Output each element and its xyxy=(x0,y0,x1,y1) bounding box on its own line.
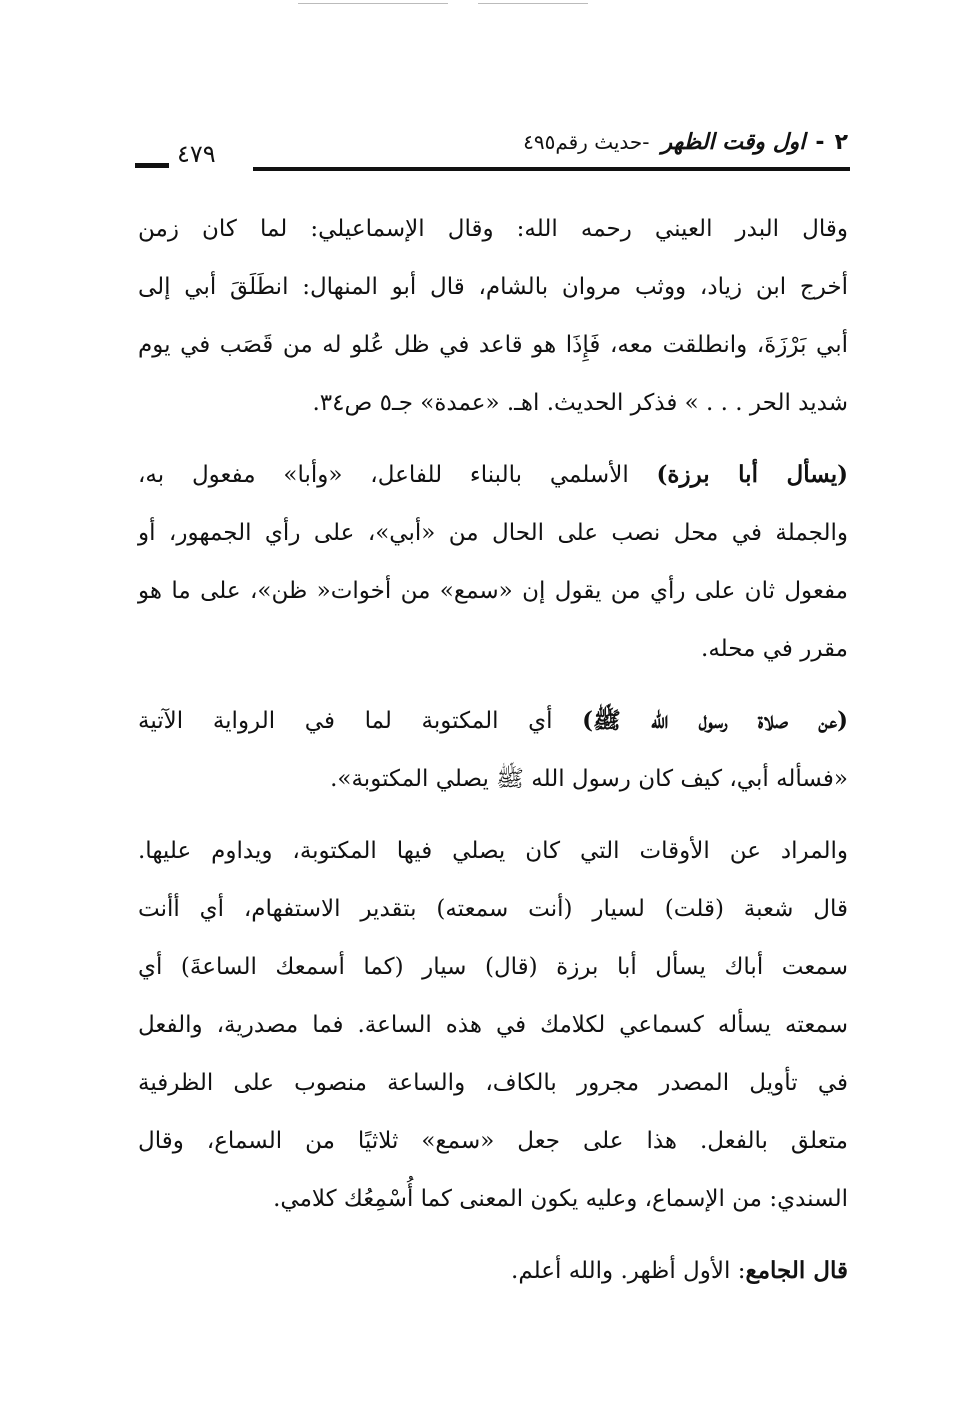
text-span: الأسلمي بالبناء للفاعل، «وأبا» مفعول به، xyxy=(138,462,657,488)
header-title xyxy=(523,122,848,163)
chapter-number: ٢ xyxy=(834,130,848,155)
running-header xyxy=(135,122,850,182)
text-line: في تأويل المصدر مجرور بالكاف، والساعة منصوب على الظرفية xyxy=(138,1070,848,1096)
text-line: وقال البدر العيني رحمه الله: وقال الإسماعيلي: لما كان زمن xyxy=(138,216,848,242)
text-line: متعلق بالفعل. هذا على جعل «سمع» ثلاثيًا من السماع، وقال xyxy=(138,1128,848,1154)
lemma-heading: قال الجامع xyxy=(745,1257,848,1284)
header-dash: - xyxy=(815,130,825,155)
body-text xyxy=(138,200,848,1300)
lemma-heading: (يسأل أبا برزة) xyxy=(656,461,848,488)
top-scan-marks xyxy=(250,0,710,10)
paragraph xyxy=(138,200,848,432)
page-number: ٤٧٩ xyxy=(177,140,216,168)
scan-mark xyxy=(298,3,448,4)
text-line: أخرج ابن زياد، ووثب مروان بالشام، قال أبو المنهال: انطَلَقَ أبي إلى xyxy=(138,274,848,300)
paragraph xyxy=(138,446,848,678)
chapter-name: اول وقت الظهر xyxy=(661,130,806,155)
hadith-reference: -حديث رقم٤٩٥ xyxy=(523,130,650,154)
text-line: أبي بَرْزَةَ، وانطلقت معه، فَإِذَا هو قاعد في ظل عُلو له من قَصَب في يوم xyxy=(138,332,848,358)
text-line: والمراد عن الأوقات التي كان يصلي فيها المكتوبة، ويداوم عليها. xyxy=(138,838,848,864)
text-span: أي المكتوبة لما في الرواية الآتية xyxy=(138,708,583,734)
paragraph xyxy=(138,822,848,1228)
text-span: : الأول أظهر. والله أعلم. xyxy=(511,1258,746,1284)
paragraph xyxy=(138,1242,848,1300)
header-rule xyxy=(253,167,850,171)
text-line xyxy=(138,692,848,750)
text-line: مفعول ثان على رأي من يقول إن «سمع» من أخوات« ظن»، على ما هو xyxy=(138,578,848,604)
text-line: «فسأله أبي، كيف كان رسول الله ﷺ يصلي المكتوبة». xyxy=(330,766,848,792)
text-line xyxy=(138,446,848,504)
text-line: شديد الحر . . . » فذكر الحديث. اهـ. «عمدة» جـ٥ ص٣٤. xyxy=(312,390,848,416)
paragraph xyxy=(138,692,848,808)
text-line: سمعته يسأله كسماعي لكلامك في هذه الساعة. فما مصدرية، والفعل xyxy=(138,1012,848,1038)
page-number-dash xyxy=(135,163,169,168)
text-line xyxy=(138,1242,848,1300)
text-line: السندي: من الإسماع، وعليه يكون المعنى كما أُسْمِعُك كلامي. xyxy=(273,1186,848,1212)
text-line: قال شعبة (قلت) لسيار (أنت سمعته) بتقدير الاستفهام، أي أأنت xyxy=(138,896,848,922)
text-line: والجملة في محل نصب على الحال من «أبي»، على رأي الجمهور، أو xyxy=(138,520,848,546)
lemma-heading: (عن صلاة رسول الله ﷺ) xyxy=(582,707,849,734)
text-line: مقرر في محله. xyxy=(701,636,848,662)
scan-mark xyxy=(478,3,588,4)
text-line: سمعت أباك يسأل أبا برزة (قال) سيار (كما أسمعك الساعةَ) أي xyxy=(138,954,848,980)
